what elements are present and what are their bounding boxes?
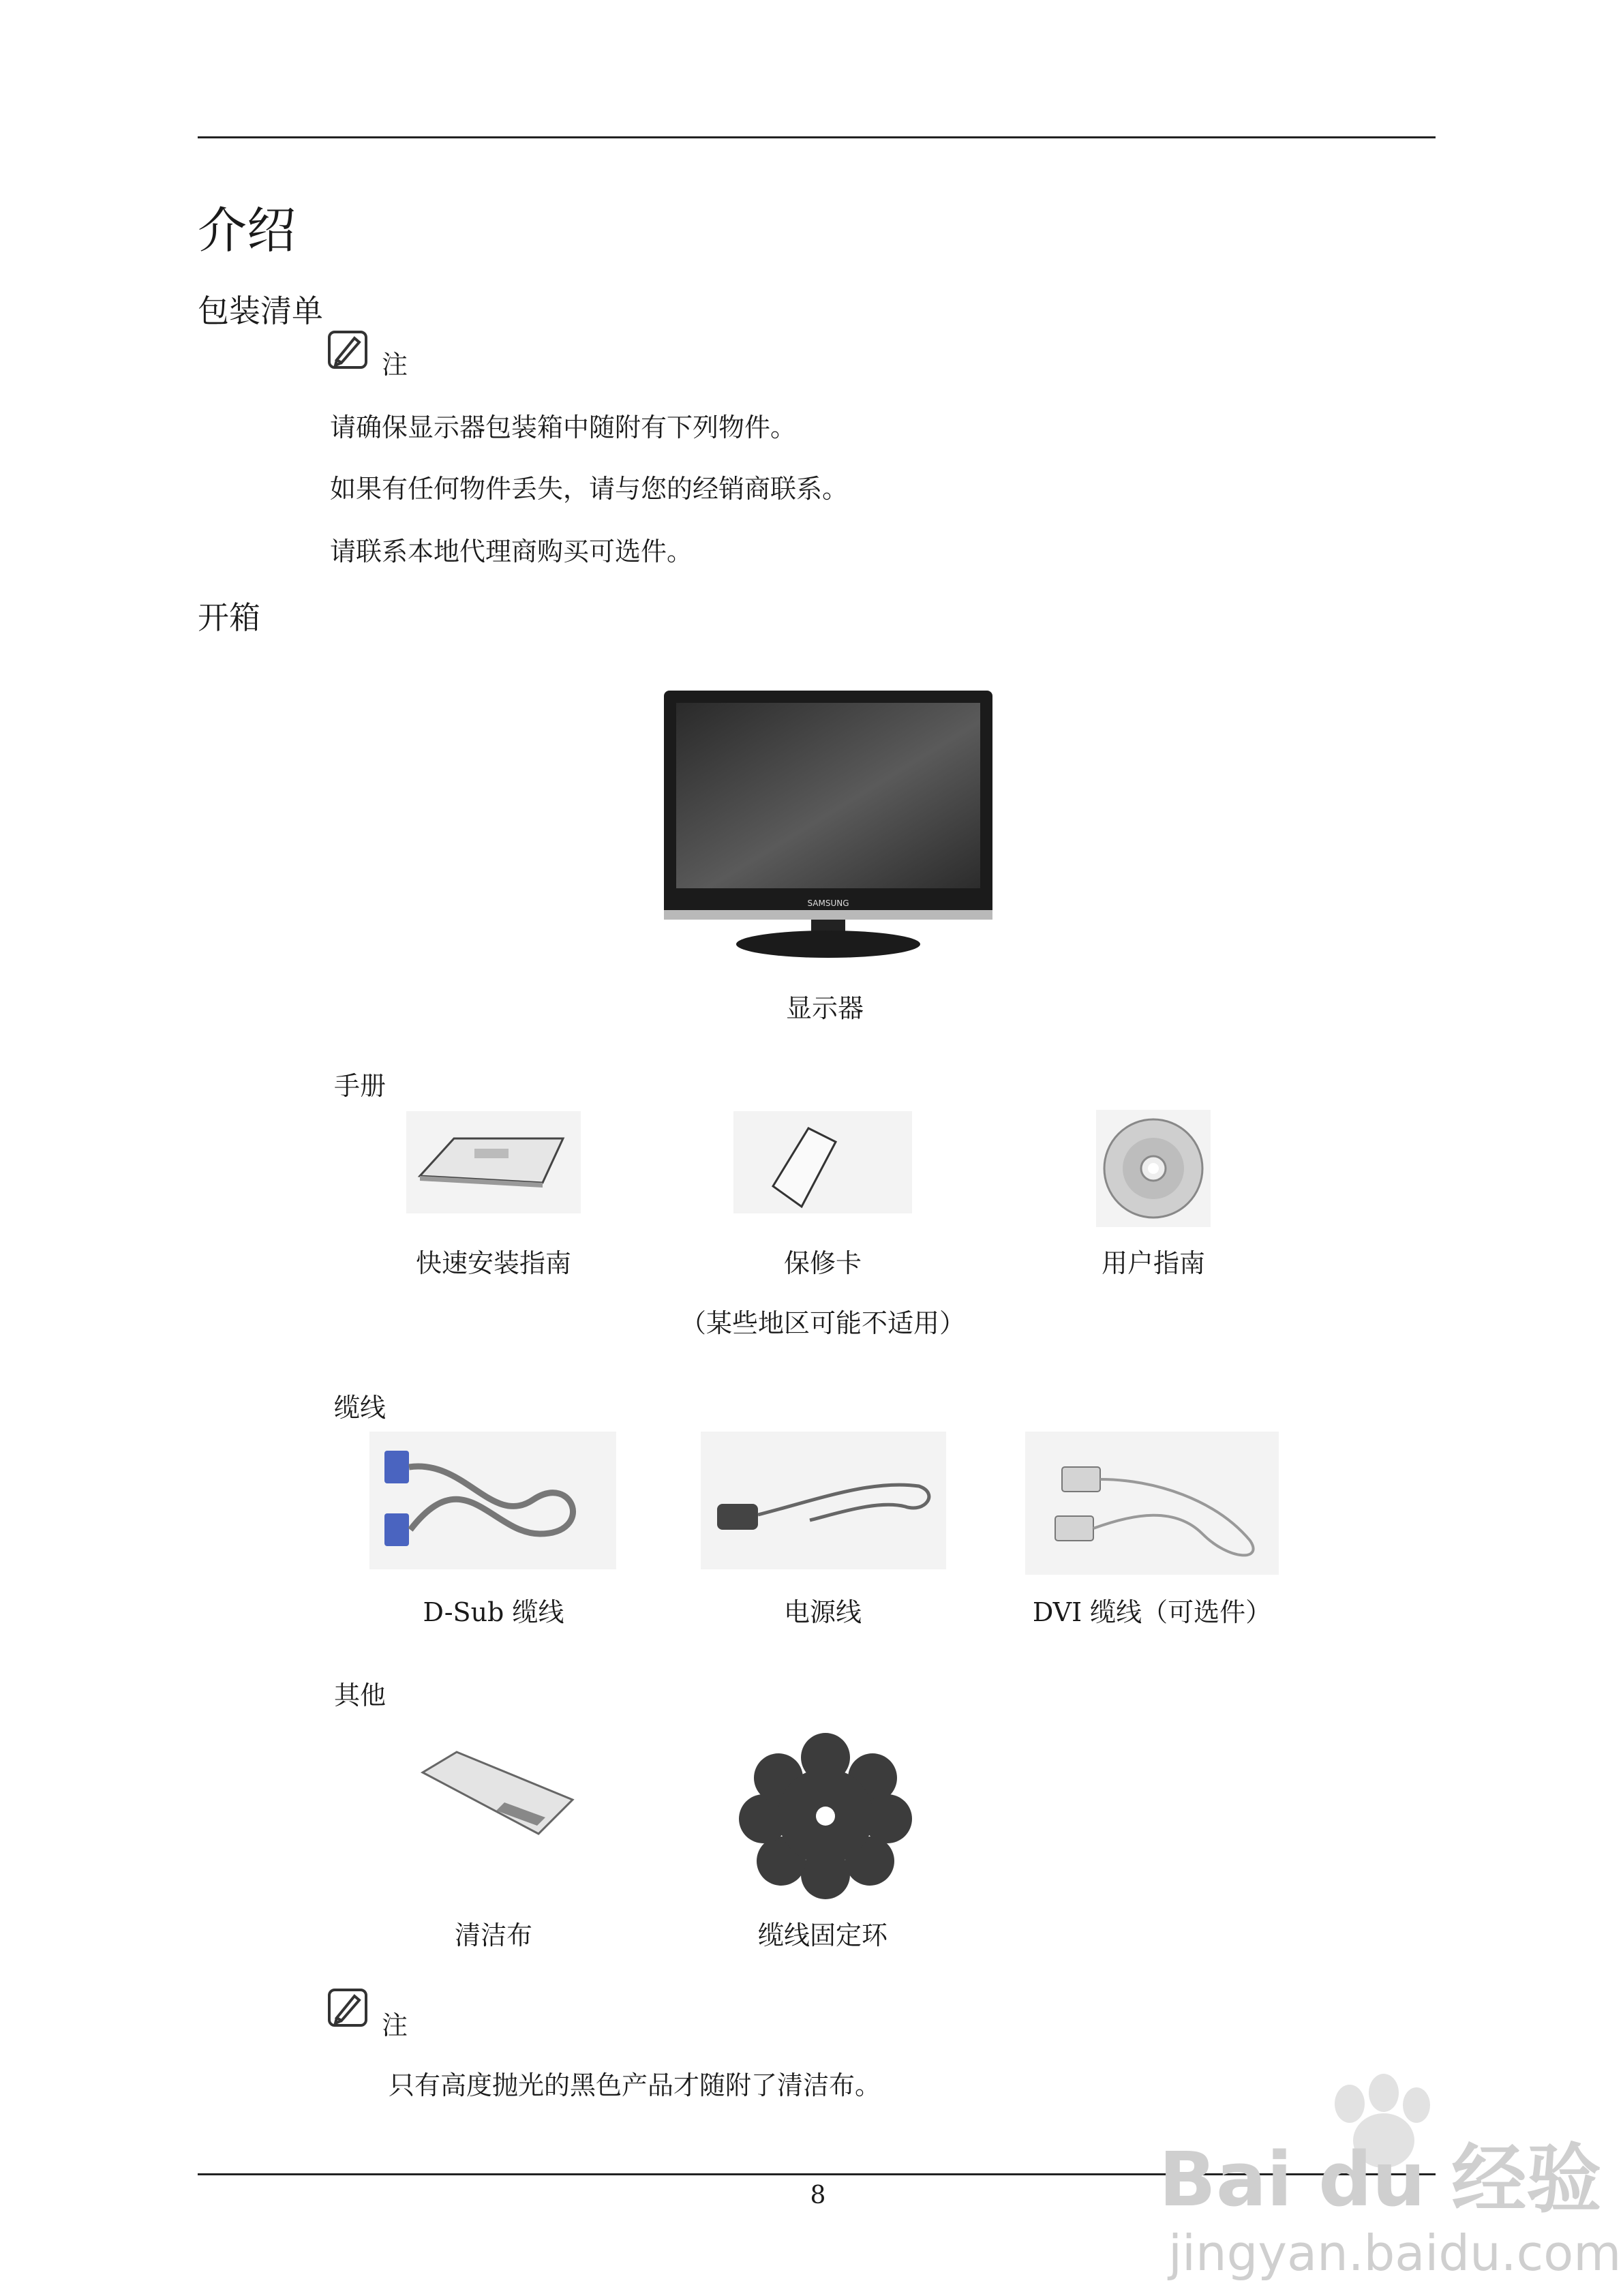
packing-line-2: 如果有任何物件丢失，请与您的经销商联系。: [330, 474, 849, 504]
watermark-brand: Bai du 经验: [1159, 2136, 1602, 2223]
quick-guide-image: [406, 1111, 581, 1213]
unpack-heading: 开箱: [198, 599, 260, 636]
top-rule: [198, 136, 1436, 138]
note-label: 注: [382, 350, 408, 380]
bottom-note-label: 注: [382, 2010, 408, 2040]
watermark-url: jingyan.baidu.com: [1168, 2224, 1622, 2282]
cable-caption-3: DVI 缆线（可选件）: [1032, 1597, 1272, 1627]
cd-image: [1096, 1110, 1211, 1227]
manuals-footnote: （某些地区可能不适用）: [680, 1308, 965, 1338]
cables-heading: 缆线: [334, 1393, 386, 1423]
cleaning-cloth-image: [402, 1732, 581, 1861]
manual-caption-1: 快速安装指南: [415, 1248, 571, 1278]
baidu-watermark: [1145, 2066, 1622, 2284]
warranty-card-image: [733, 1111, 912, 1213]
manual-caption-3: 用户指南: [1101, 1248, 1205, 1278]
bottom-note-text: 只有高度抛光的黑色产品才随附了清洁布。: [389, 2070, 881, 2100]
monitor-caption: 显示器: [785, 993, 864, 1023]
other-caption-2: 缆线固定环: [757, 1920, 888, 1950]
note-icon: [327, 330, 368, 369]
monitor-image: [661, 685, 995, 958]
cable-ring-image: [736, 1732, 915, 1895]
packing-line-3: 请联系本地代理商购买可选件。: [330, 537, 693, 567]
others-heading: 其他: [334, 1680, 386, 1710]
manual-caption-2: 保修卡: [783, 1248, 862, 1278]
dvi-cable-image: [1025, 1432, 1279, 1575]
packing-heading: 包装清单: [198, 292, 323, 329]
page-number: 8: [810, 2181, 826, 2209]
monitor-brand: SAMSUNG: [807, 898, 849, 908]
note-icon: [327, 1988, 368, 2027]
other-caption-1: 清洁布: [454, 1920, 532, 1950]
packing-line-1: 请确保显示器包装箱中随附有下列物件。: [330, 412, 797, 442]
manuals-heading: 手册: [334, 1071, 386, 1101]
cable-caption-2: 电源线: [783, 1597, 862, 1627]
page-title: 介绍: [198, 202, 297, 259]
cable-caption-1: D-Sub 缆线: [423, 1597, 564, 1627]
power-cord-image: [701, 1432, 946, 1569]
dsub-cable-image: [369, 1432, 616, 1569]
